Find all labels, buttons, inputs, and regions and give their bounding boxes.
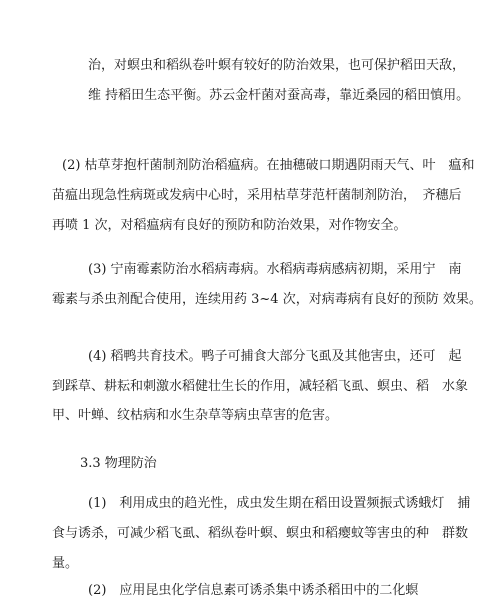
paragraph-line: 再喷 1 次，对稻瘟病有良好的预防和防治效果，对作物安全。 [52, 218, 407, 233]
paragraph-line: 霉素与杀虫剂配合使用，连续用药 3~4 次，对病毒病有良好的预防 效果。 [52, 292, 482, 307]
paragraph-line: 维 持稻田生态平衡。苏云金杆菌对蚕高毒，靠近桑园的稻田慎用。 [88, 88, 470, 103]
paragraph-line: (1) 利用成虫的趋光性，成虫发生期在稻田设置频振式诱蛾灯 捕 [88, 496, 471, 511]
paragraph-line: 苗瘟出现急性病斑或发病中心时，采用枯草芽范杆菌制剂防治， 齐穗后 [52, 188, 462, 203]
paragraph-line: (3) 宁南霉素防治水稻病毒病。水稻病毒病感病初期，采用宁 南 [88, 262, 462, 277]
paragraph-line: (4) 稻鸭共育技术。鸭子可捕食大部分飞虱及其他害虫，还可 起 [88, 349, 462, 364]
section-heading: 3.3 物理防治 [80, 456, 157, 471]
paragraph-line: 量。 [52, 556, 79, 571]
paragraph-line: (2) 枯草芽抱杆菌制剂防治稻瘟病。在抽穗破口期遇阴雨天气、叶 瘟和 [62, 158, 475, 173]
paragraph-line: 治，对螟虫和稻纵卷叶螟有较好的防治效果，也可保护稻田天敌， [88, 58, 466, 73]
paragraph-line: 甲、叶蝉、纹枯病和水生杂草等病虫草害的危害。 [52, 408, 339, 423]
paragraph-line: 食与诱杀，可减少稻飞虱、稻纵卷叶螟、螟虫和稻瘿蚊等害虫的种 群数 [52, 526, 469, 541]
paragraph-line: 到踩草、耕耘和刺激水稻健壮生长的作用，减轻稻飞虱、螟虫、稻 水象 [52, 379, 469, 394]
paragraph-line: (2) 应用昆虫化学信息素可诱杀集中诱杀稻田中的二化螟 [88, 583, 419, 598]
